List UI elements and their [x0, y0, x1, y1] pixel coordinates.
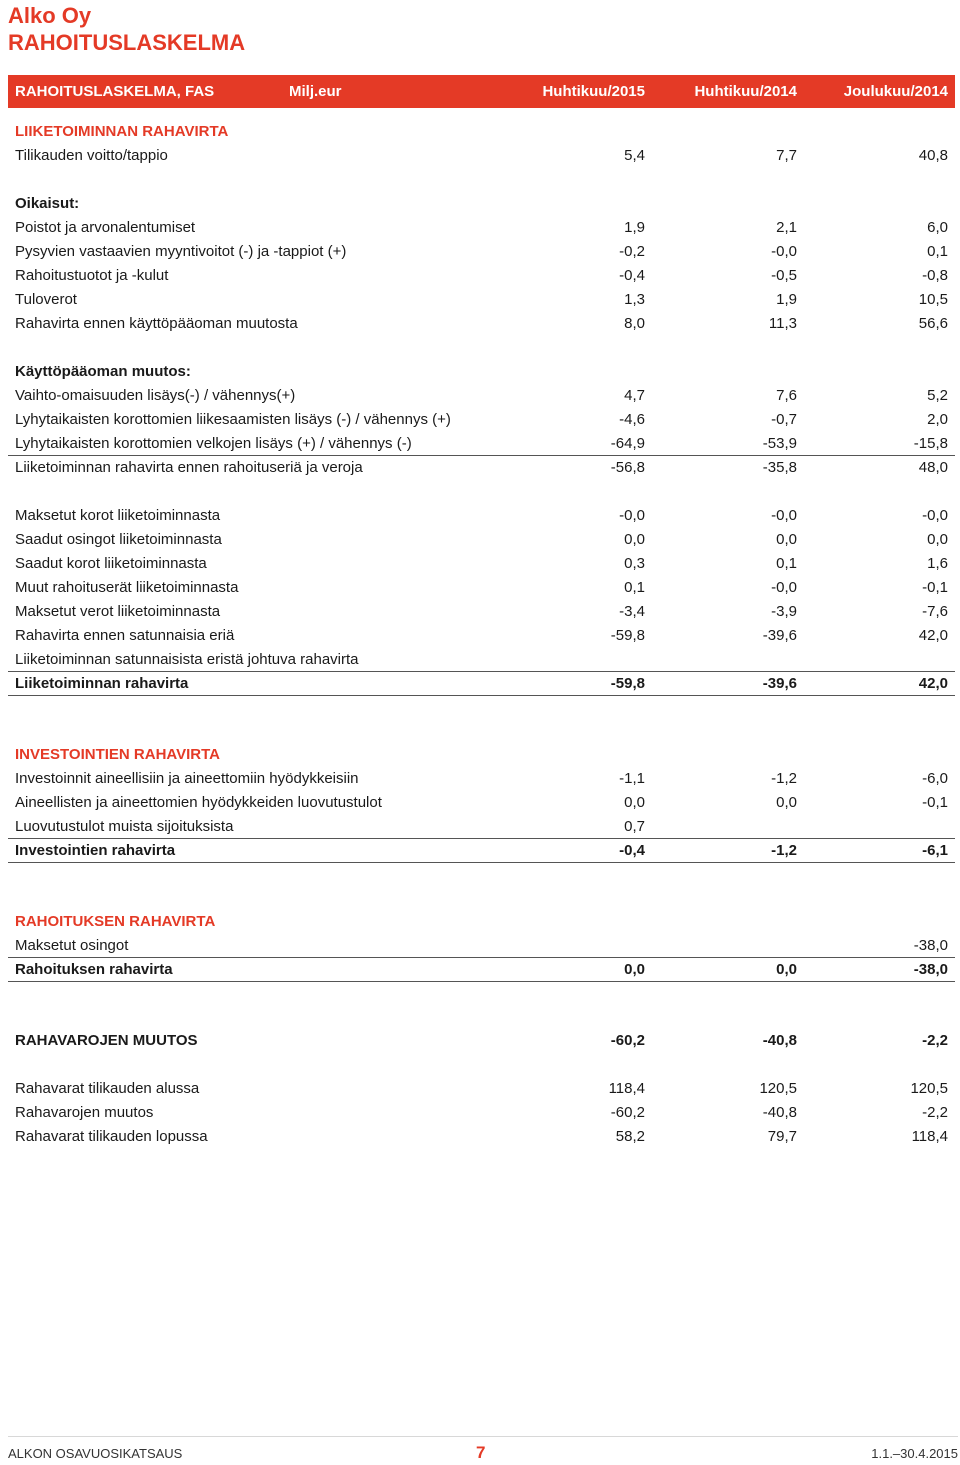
- row-label: Aineellisten ja aineettomien hyödykkeiden luovutustulot: [15, 794, 382, 811]
- value-apr-2014: 1,9: [776, 291, 797, 308]
- value-apr-2015: -59,8: [610, 627, 645, 644]
- value-apr-2014: 0,0: [776, 961, 797, 978]
- value-apr-2015: -60,2: [610, 1032, 645, 1049]
- footer-publication: ALKON OSAVUOSIKATSAUS: [8, 1446, 183, 1461]
- column-header-apr-2014: Huhtikuu/2014: [694, 83, 797, 100]
- section-heading-investing: [8, 743, 955, 767]
- spacer: [8, 480, 955, 504]
- value-dec-2014: 10,5: [918, 291, 948, 308]
- value-apr-2015: 0,0: [624, 961, 645, 978]
- table-row: [8, 408, 955, 432]
- value-apr-2014: 0,0: [776, 531, 797, 548]
- value-apr-2015: -64,9: [610, 435, 645, 452]
- value-apr-2014: -39,6: [762, 627, 797, 644]
- value-apr-2014: 11,3: [768, 315, 797, 332]
- spacer: [8, 982, 955, 1029]
- spacer: [8, 863, 955, 910]
- row-label: Tilikauden voitto/tappio: [15, 147, 168, 164]
- value-dec-2014: -6,0: [922, 770, 948, 787]
- page-footer: [8, 1436, 958, 1461]
- row-label: RAHOITUKSEN RAHAVIRTA: [15, 913, 216, 930]
- value-apr-2014: -40,8: [762, 1104, 797, 1121]
- table-row: [8, 600, 955, 624]
- row-label: Luovutustulot muista sijoituksista: [15, 818, 234, 835]
- table-row: [8, 432, 955, 456]
- value-apr-2015: 0,1: [624, 579, 645, 596]
- row-label: Oikaisut:: [15, 195, 80, 212]
- table-row: [8, 240, 955, 264]
- table-row: [8, 264, 955, 288]
- value-apr-2014: -1,2: [771, 770, 797, 787]
- table-row: [8, 552, 955, 576]
- value-apr-2015: -60,2: [610, 1104, 645, 1121]
- table-row: [8, 648, 955, 672]
- value-apr-2014: 7,6: [776, 387, 797, 404]
- value-dec-2014: 40,8: [918, 147, 948, 164]
- footer-period: 1.1.–30.4.2015: [871, 1446, 958, 1461]
- row-label: Lyhytaikaisten korottomien velkojen lisäys (+) / vähennys (-): [15, 435, 412, 452]
- value-apr-2015: -0,0: [619, 507, 645, 524]
- value-apr-2015: -0,4: [619, 267, 645, 284]
- value-dec-2014: -0,1: [922, 794, 948, 811]
- value-apr-2015: -0,4: [619, 842, 645, 859]
- cash-flow-table: [8, 120, 955, 1149]
- value-dec-2014: 42,0: [918, 627, 948, 644]
- value-apr-2015: -0,2: [619, 243, 645, 260]
- value-dec-2014: -38,0: [913, 937, 948, 954]
- table-row: [8, 216, 955, 240]
- row-label: Rahavirta ennen satunnaisia eriä: [15, 627, 235, 644]
- value-apr-2014: -0,0: [771, 579, 797, 596]
- value-apr-2015: 0,3: [624, 555, 645, 572]
- value-apr-2014: -0,0: [771, 507, 797, 524]
- page-number: 7: [476, 1443, 486, 1462]
- document-header: [8, 4, 245, 58]
- value-apr-2014: -0,0: [771, 243, 797, 260]
- value-apr-2014: -1,2: [771, 842, 797, 859]
- company-name: Alko Oy: [8, 3, 92, 28]
- table-row: [8, 815, 955, 839]
- value-apr-2014: -39,6: [762, 675, 797, 692]
- table-row: [8, 528, 955, 552]
- table-row: [8, 1077, 955, 1101]
- unit-label: Milj.eur: [289, 83, 342, 100]
- row-label: Rahoituksen rahavirta: [15, 961, 173, 978]
- row-label: Investoinnit aineellisiin ja aineettomiin hyödykkeisiin: [15, 770, 359, 787]
- value-dec-2014: 120,5: [910, 1080, 948, 1097]
- value-apr-2015: -3,4: [619, 603, 645, 620]
- value-dec-2014: 2,0: [927, 411, 948, 428]
- row-label: Rahavirta ennen käyttöpääoman muutosta: [15, 315, 298, 332]
- value-dec-2014: -0,0: [922, 507, 948, 524]
- value-apr-2015: -4,6: [619, 411, 645, 428]
- total-row-financing: [8, 958, 955, 982]
- row-label: Rahavarat tilikauden lopussa: [15, 1128, 208, 1145]
- value-dec-2014: -38,0: [913, 961, 948, 978]
- value-dec-2014: 118,4: [911, 1128, 948, 1145]
- value-apr-2015: -56,8: [610, 459, 645, 476]
- table-row: [8, 934, 955, 958]
- row-label: Käyttöpääoman muutos:: [15, 363, 191, 380]
- value-apr-2014: 2,1: [776, 219, 797, 236]
- table-row: [8, 1101, 955, 1125]
- value-apr-2014: -53,9: [762, 435, 797, 452]
- row-label: Muut rahoituserät liiketoiminnasta: [15, 579, 239, 596]
- row-label: Maksetut verot liiketoiminnasta: [15, 603, 221, 620]
- value-dec-2014: -15,8: [913, 435, 948, 452]
- subheading-adjustments: [8, 192, 955, 216]
- spacer: [8, 696, 955, 743]
- spacer: [8, 336, 955, 360]
- value-apr-2015: 118,4: [608, 1080, 645, 1097]
- total-row-operating: [8, 672, 955, 696]
- row-label: Maksetut korot liiketoiminnasta: [15, 507, 221, 524]
- value-dec-2014: -0,8: [922, 267, 948, 284]
- table-row: [8, 288, 955, 312]
- value-apr-2015: -1,1: [619, 770, 645, 787]
- value-apr-2015: -59,8: [610, 675, 645, 692]
- table-row: [8, 624, 955, 648]
- value-dec-2014: 1,6: [927, 555, 948, 572]
- value-apr-2014: -3,9: [771, 603, 797, 620]
- value-dec-2014: -6,1: [922, 842, 948, 859]
- value-apr-2015: 5,4: [624, 147, 645, 164]
- value-dec-2014: 56,6: [918, 315, 948, 332]
- value-apr-2014: 7,7: [776, 147, 797, 164]
- row-label: LIIKETOIMINNAN RAHAVIRTA: [15, 123, 229, 140]
- row-label: Liiketoiminnan rahavirta: [15, 675, 189, 692]
- value-apr-2014: 0,0: [776, 794, 797, 811]
- row-label: Maksetut osingot: [15, 937, 129, 954]
- value-dec-2014: 0,0: [927, 531, 948, 548]
- total-row-investing: [8, 839, 955, 863]
- table-row: [8, 144, 955, 168]
- section-heading-operating: [8, 120, 955, 144]
- row-label: Rahavarat tilikauden alussa: [15, 1080, 200, 1097]
- row-label: Rahavarojen muutos: [15, 1104, 154, 1121]
- value-dec-2014: 42,0: [918, 675, 948, 692]
- value-apr-2014: -40,8: [762, 1032, 797, 1049]
- column-header-apr-2015: Huhtikuu/2015: [542, 83, 645, 100]
- row-label: Pysyvien vastaavien myyntivoitot (-) ja -tappiot (+): [15, 243, 347, 260]
- value-dec-2014: 6,0: [927, 219, 948, 236]
- spacer: [8, 168, 955, 192]
- subheading-working-capital: [8, 360, 955, 384]
- value-apr-2015: 1,9: [624, 219, 645, 236]
- row-label: Lyhytaikaisten korottomien liikesaamisten lisäys (-) / vähennys (+): [15, 411, 451, 428]
- row-label: Liiketoiminnan rahavirta ennen rahoituseriä ja veroja: [15, 459, 363, 476]
- row-label: Investointien rahavirta: [15, 842, 176, 859]
- table-header: [8, 75, 955, 108]
- table-row: [8, 504, 955, 528]
- row-label: RAHAVAROJEN MUUTOS: [15, 1032, 198, 1049]
- row-label: Saadut osingot liiketoiminnasta: [15, 531, 222, 548]
- value-apr-2015: 8,0: [624, 315, 645, 332]
- table-title: RAHOITUSLASKELMA, FAS: [15, 83, 215, 100]
- row-label: Poistot ja arvonalentumiset: [15, 219, 196, 236]
- section-heading-financing: [8, 910, 955, 934]
- value-apr-2014: -0,7: [771, 411, 797, 428]
- value-apr-2014: 120,5: [759, 1080, 797, 1097]
- value-apr-2014: 0,1: [776, 555, 797, 572]
- row-label: INVESTOINTIEN RAHAVIRTA: [15, 746, 221, 763]
- value-dec-2014: -2,2: [922, 1032, 948, 1049]
- table-row: [8, 1125, 955, 1149]
- value-apr-2014: 79,7: [767, 1128, 797, 1145]
- total-row-cash-change: [8, 1029, 955, 1053]
- value-dec-2014: -0,1: [922, 579, 948, 596]
- value-dec-2014: 48,0: [918, 459, 948, 476]
- value-apr-2015: 0,0: [624, 794, 645, 811]
- row-label: Saadut korot liiketoiminnasta: [15, 555, 207, 572]
- value-apr-2015: 0,7: [624, 818, 645, 835]
- column-header-dec-2014: Joulukuu/2014: [843, 83, 948, 100]
- row-label: Liiketoiminnan satunnaisista eristä johtuva rahavirta: [15, 651, 359, 668]
- value-dec-2014: -2,2: [922, 1104, 948, 1121]
- value-dec-2014: 0,1: [927, 243, 948, 260]
- value-apr-2015: 0,0: [624, 531, 645, 548]
- row-label: Vaihto-omaisuuden lisäys(-) / vähennys(+): [15, 387, 296, 404]
- document-title: RAHOITUSLASKELMA: [8, 30, 246, 55]
- table-row: [8, 791, 955, 815]
- table-row: [8, 384, 955, 408]
- value-apr-2015: 1,3: [624, 291, 645, 308]
- value-dec-2014: -7,6: [922, 603, 948, 620]
- row-label: Tuloverot: [15, 291, 77, 308]
- table-row: [8, 456, 955, 480]
- value-apr-2014: -0,5: [771, 267, 797, 284]
- value-apr-2015: 4,7: [624, 387, 645, 404]
- table-row: [8, 767, 955, 791]
- table-row: [8, 312, 955, 336]
- value-dec-2014: 5,2: [927, 387, 948, 404]
- row-label: Rahoitustuotot ja -kulut: [15, 267, 169, 284]
- value-apr-2015: 58,2: [615, 1128, 645, 1145]
- table-row: [8, 576, 955, 600]
- spacer: [8, 1053, 955, 1077]
- value-apr-2014: -35,8: [762, 459, 797, 476]
